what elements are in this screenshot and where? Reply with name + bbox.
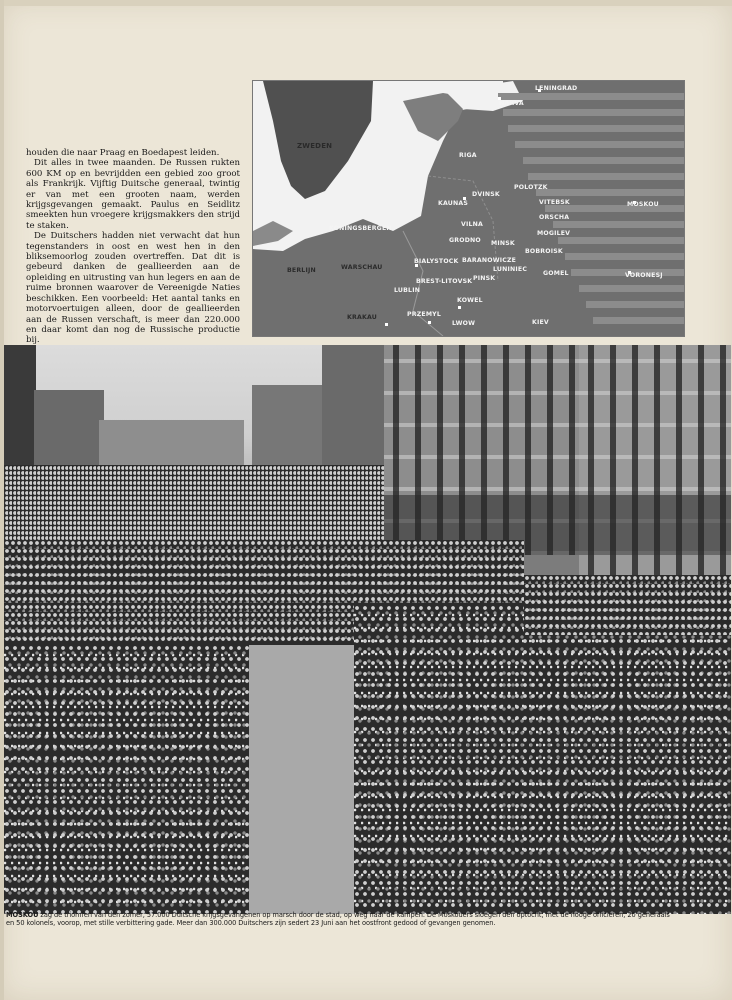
map-label-kaunas: KAUNAS xyxy=(438,200,469,207)
paragraph: Dit alles in twee maanden. De Russen rukten 600 KM op en bevrijdden een gebied zoo groot als Frankrijk. Vijftig Duitsche generaal, twintig er van met een grooten naam, werden krijgsgevangen gemaakt. Paulus en Seidlitz smeekten hun vroegere krijgsmakkers den strijd te staken. xyxy=(26,158,240,231)
map-label-lublin: LUBLIN xyxy=(394,287,421,294)
photo-crowd xyxy=(4,645,249,914)
photo-crowd xyxy=(524,575,731,635)
map-label-orscha: ORSCHA xyxy=(539,214,570,221)
map-label-warschau: WARSCHAU xyxy=(341,264,383,271)
map-label-grodno: GRODNO xyxy=(449,237,481,244)
map-label-mogilev: MOGILEV xyxy=(537,230,571,237)
paragraph: houden die naar Praag en Boedapest leiden. xyxy=(26,148,220,158)
map-label-krakau: KRAKAU xyxy=(347,314,377,321)
map-label-gomel: GOMEL xyxy=(543,270,569,277)
map-label-voronesj: VORONESJ xyxy=(625,272,663,279)
map-label-minsk: MINSK xyxy=(491,240,515,247)
map-label-moskou: MOSKOU xyxy=(627,201,659,208)
map-label-dvinsk: DVINSK xyxy=(472,191,500,198)
map-label-lwow: LWOW xyxy=(452,320,476,327)
map-label-vilna: VILNA xyxy=(461,221,484,228)
city-dot xyxy=(428,321,431,324)
map-label-polotzk: POLOTZK xyxy=(514,184,548,191)
caption-text: zag de triomfen van den zomer, 57.000 Duitsche krijgsgevangenen op marsch door de stad, op weg naar de kampen. De Moskouers sloegen den optocht, met de hooge officieren, 20 generaals en 50 kolonels, voorop, met stille verbittering gade. Meer dan 300.000 Duitschers zijn sedert 23 Juni aan het oostfront gedood of gevangen genomen. xyxy=(6,911,670,928)
map-label-leningrad: LENINGRAD xyxy=(535,85,578,92)
map-label-koningsbergen: KONINGSBERGEN xyxy=(329,225,392,232)
map-label-berlijn: BERLIJN xyxy=(287,267,316,274)
map-label-luniniec: LUNINIEC xyxy=(493,266,528,273)
map-label-zweden: ZWEDEN xyxy=(297,142,333,150)
map-label-bialystock: BIALYSTOCK xyxy=(414,258,459,265)
map-label-vitebsk: VITEBSK xyxy=(539,199,570,206)
map-label-baranowicze: BARANOWICZE xyxy=(462,257,517,264)
map-label-brest-litovsk: BREST-LITOVSK xyxy=(416,278,473,285)
article-text xyxy=(26,148,240,346)
photo-road xyxy=(244,645,354,914)
paper-edge xyxy=(0,0,732,6)
photo-caption xyxy=(6,911,678,928)
photo-crowd-marching xyxy=(354,605,731,914)
city-dot xyxy=(458,306,461,309)
eastern-front-map xyxy=(252,80,685,337)
city-dot xyxy=(385,323,388,326)
map-label-kowel: KOWEL xyxy=(457,297,483,304)
paragraph: De Duitschers hadden niet verwacht dat hun tegenstanders in oost en west hen in den bliksemoorlog zouden overtreffen. Dat dit is gebeurd danken de geallieerden aan de opleiding en uitrusting van hun legers en aan de ruime bronnen waarover de Vereenigde Naties beschikken. Een voorbeeld: Het aantal tanks en motorvoertuigen alleen, door de geallieerden aan de Russen verschaft, is meer dan 220.000 en daar komt dan nog de Russische productie bij. xyxy=(26,231,240,346)
map-label-narva: NARVA xyxy=(499,100,524,107)
map-label-bobroisk: BOBROISK xyxy=(525,248,563,255)
caption-place: MOSKOU xyxy=(6,911,39,919)
map-label-pinsk: PINSK xyxy=(473,275,496,282)
photo-crowd xyxy=(4,465,384,545)
map-label-przemyl: PRZEMYL xyxy=(407,311,441,318)
crowd-street-photo xyxy=(4,345,731,914)
map-label-riga: RIGA xyxy=(459,152,477,159)
map-label-kiev: KIEV xyxy=(532,319,549,326)
